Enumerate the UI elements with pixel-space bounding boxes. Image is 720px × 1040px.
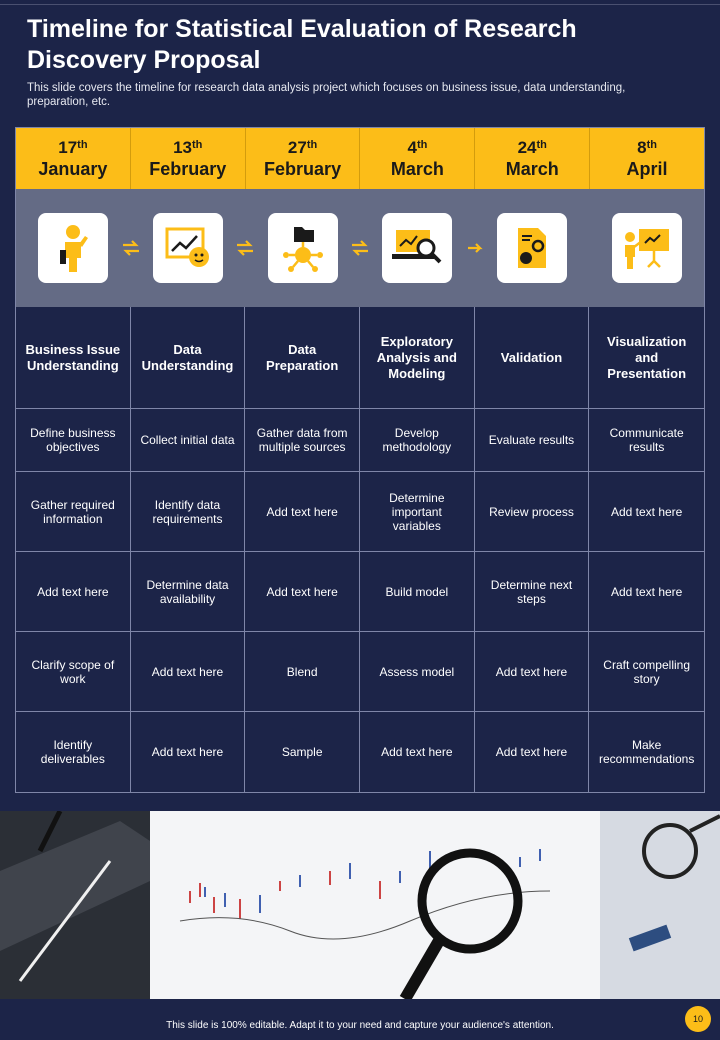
date-suffix: th [192,139,203,151]
date-cell [131,128,246,189]
date-cell [16,128,131,189]
date-day: 17 [58,138,78,157]
date-suffix: th [416,139,428,151]
task-cell: Blend [245,632,360,712]
phase-header: Data Understanding [131,307,246,409]
task-cell: Develop methodology [360,409,475,472]
date-cell [590,128,704,189]
task-cell: Determine data availability [131,552,246,632]
date-suffix: th [646,139,657,151]
folder-network-icon [268,213,338,283]
timeline-table [15,127,705,793]
task-cell: Craft compelling story [589,632,704,712]
date-month: March [390,159,444,179]
date-suffix: th [77,139,88,151]
analytics-board-icon [153,213,223,283]
date-day: 13 [173,138,192,157]
task-cell: Assess model [360,632,475,712]
task-cell: Add text here [245,552,360,632]
page-subtitle: This slide covers the timeline for research data analysis project which focuses on business issue, data understanding, preparation, etc. [27,82,626,108]
task-cell: Collect initial data [131,409,246,472]
task-cell: Review process [475,472,590,552]
task-cell: Add text here [589,472,704,552]
task-cell: Add text here [475,632,590,712]
task-cell: Make recommendations [598,738,695,766]
task-grid [16,307,704,792]
task-cell: Gather data from multiple sources [245,409,360,472]
task-cell: Add text here [360,712,475,792]
date-month: February [264,159,342,179]
date-cell [246,128,361,189]
date-month: February [149,159,227,179]
stock-chart-photo [0,811,720,999]
phase-header: Validation [475,307,590,409]
laptop-magnifier-icon [382,213,452,283]
date-cell [475,128,590,189]
date-month: April [626,159,668,179]
top-rule [0,0,720,5]
thinking-person-icon [38,213,108,283]
icon-band [16,189,704,307]
task-cell: Add text here [245,472,360,552]
task-cell: Identify deliverables [16,712,131,792]
task-cell: Determine important variables [360,472,475,552]
date-suffix: th [306,139,318,151]
phase-header: Visualization and Presentation [589,307,704,409]
task-cell: Determine next steps [475,552,590,632]
date-day: 24 [517,138,537,157]
footer-note: This slide is 100% editable. Adapt it to your need and capture your audience's attention. [166,1020,554,1031]
date-day: 4 [407,138,417,157]
task-cell: Communicate results [589,409,704,472]
phase-header: Exploratory Analysis and Modeling [360,307,475,409]
task-cell: Clarify scope of work [16,632,131,712]
task-cell: Gather required information [16,472,131,552]
task-cell: Add text here [589,552,704,632]
task-cell: Add text here [16,552,131,632]
date-day: 27 [287,138,307,157]
task-cell: Build model [360,552,475,632]
task-cell: Add text here [131,632,246,712]
document-gear-icon [497,213,567,283]
page-title: Timeline for Statistical Evaluation of Research Discovery Proposal [27,15,577,74]
presentation-board-icon [612,213,682,283]
date-row [16,128,704,189]
phase-header: Data Preparation [245,307,360,409]
task-cell: Evaluate results [475,409,590,472]
date-month: March [505,159,559,179]
date-day: 8 [637,138,647,157]
task-cell: Add text here [131,712,246,792]
task-cell: Sample [245,712,360,792]
date-cell [360,128,475,189]
date-suffix: th [536,139,547,151]
task-cell: Add text here [475,712,590,792]
phase-header: Business Issue Understanding [16,307,131,409]
page-number-badge: 10 [685,1006,711,1032]
date-month: January [38,159,108,179]
task-cell: Define business objectives [16,409,131,472]
task-cell: Identify data requirements [131,472,246,552]
